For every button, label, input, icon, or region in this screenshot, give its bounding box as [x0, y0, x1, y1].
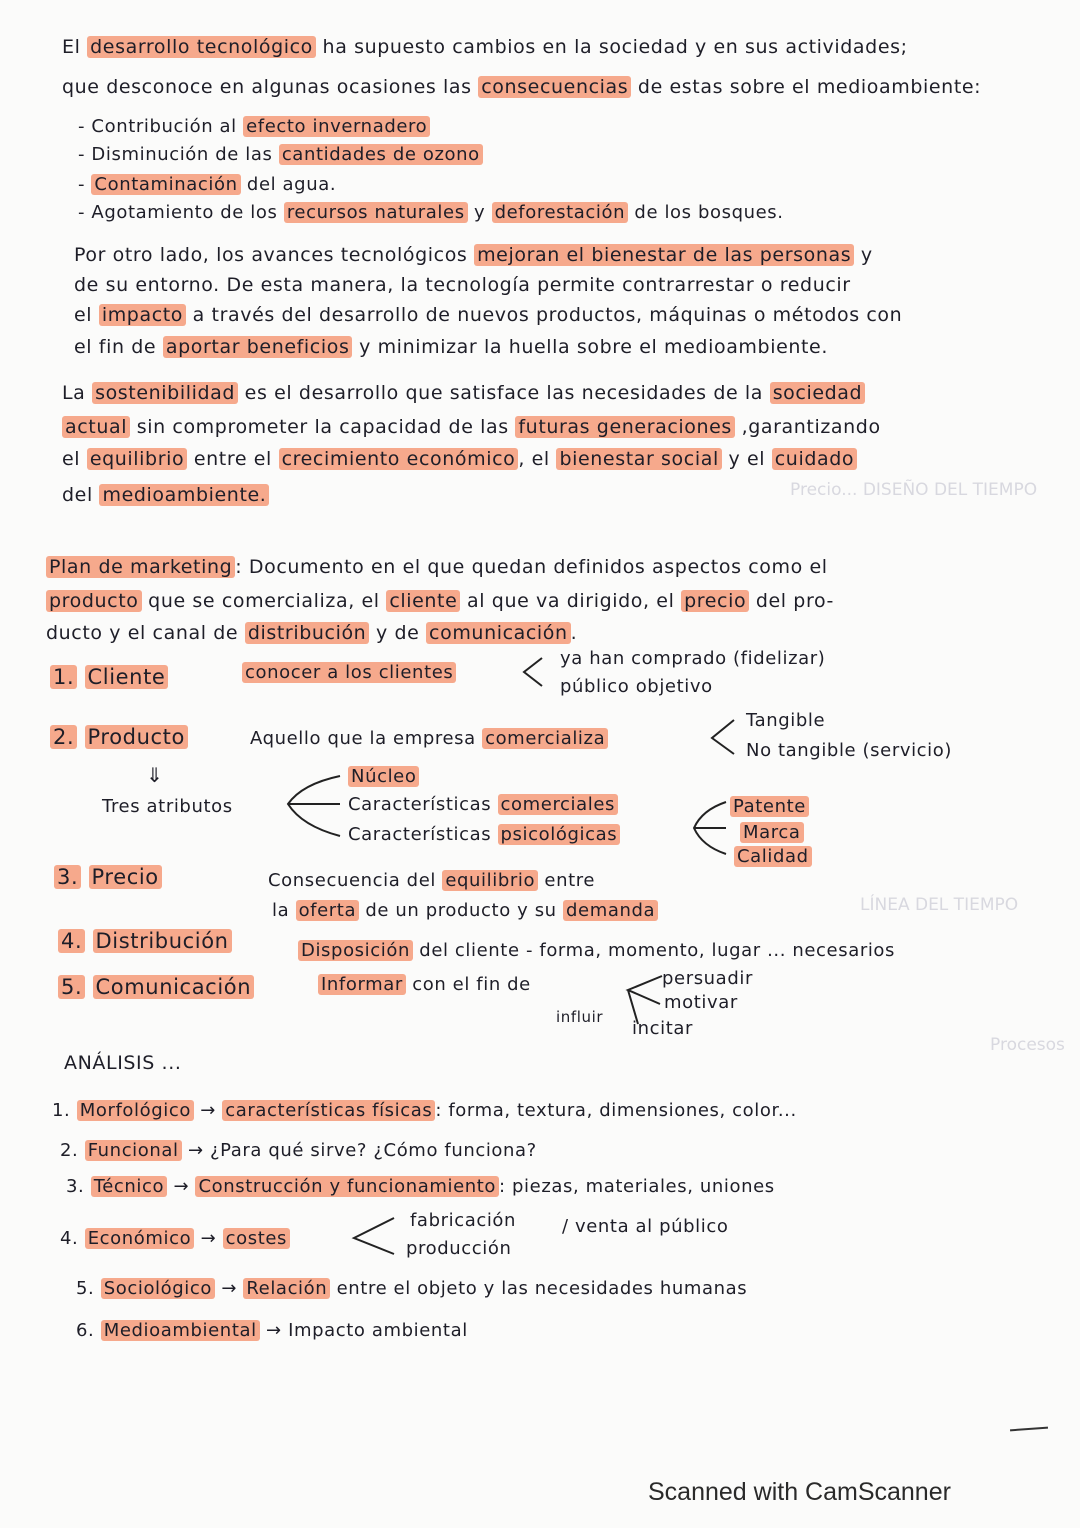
cliente-branch: ya han comprado (fidelizar)	[560, 648, 826, 669]
bleed-through-text: Procesos	[990, 1035, 1065, 1055]
analisis-item: 1. Morfológico → características físicas : forma, textura, dimensiones, color...	[52, 1100, 797, 1121]
atributo-item: Características comerciales	[348, 792, 618, 818]
consequence-item: - Contaminación del agua.	[78, 174, 337, 195]
economico-tail: / venta al público	[562, 1216, 729, 1237]
comunicacion-heading: 5. Comunicación	[58, 974, 254, 1000]
influir-label: influir	[556, 1008, 604, 1026]
psicologicas-bracket	[688, 796, 732, 860]
right-arrow-icon: →	[200, 1228, 217, 1249]
producto-desc: Aquello que la empresa comercializa	[250, 726, 608, 752]
consequence-item: - Contribución al efecto invernadero	[78, 114, 430, 140]
comunicacion-desc: Informar con el fin de	[318, 972, 531, 998]
sustainability-line-3: el equilibrio entre el crecimiento económico , el bienestar social y el cuidado	[62, 446, 857, 472]
producto-branch-bracket	[704, 714, 740, 760]
bleed-through-text: LÍNEA DEL TIEMPO	[860, 895, 1019, 915]
marketing-def-line-3: ducto y el canal de distribución y de comunicación .	[46, 622, 578, 644]
psicologica-item: Calidad	[734, 844, 812, 870]
comunicacion-branch: motivar	[664, 992, 738, 1013]
producto-heading: 2. Producto	[50, 724, 188, 750]
producto-branch: Tangible	[746, 710, 826, 731]
psicologica-item: Patente	[730, 794, 809, 820]
cliente-branch-bracket	[518, 652, 548, 694]
analisis-item: 2. Funcional → ¿Para qué sirve? ¿Cómo funciona?	[60, 1140, 537, 1161]
scanner-watermark: Scanned with CamScanner	[648, 1478, 951, 1506]
sustainability-line-2: actual sin comprometer la capacidad de las futuras generaciones ,garantizando	[62, 414, 881, 440]
atributo-item: Núcleo	[348, 764, 419, 790]
economico-branch: producción	[406, 1238, 512, 1259]
intro-line-2: que desconoce en algunas ocasiones las consecuencias de estas sobre el medioambiente:	[62, 76, 982, 98]
right-arrow-icon: →	[173, 1176, 190, 1197]
cliente-heading: 1. Cliente	[50, 664, 168, 690]
cliente-desc: conocer a los clientes	[242, 660, 456, 686]
analisis-item: 5. Sociológico → Relación entre el objeto y las necesidades humanas	[76, 1278, 748, 1299]
distribucion-heading: 4. Distribución	[58, 928, 232, 954]
economico-bracket	[344, 1212, 400, 1260]
economico-branch: fabricación	[410, 1210, 517, 1231]
comunicacion-branch: persuadir	[662, 968, 753, 989]
right-arrow-icon: →	[187, 1140, 204, 1161]
analisis-title: ANÁLISIS ...	[64, 1052, 182, 1074]
comunicacion-branch: incitar	[632, 1018, 693, 1039]
benefits-line-4: el fin de aportar beneficios y minimizar la huella sobre el medioambiente.	[74, 336, 828, 358]
precio-heading: 3. Precio	[54, 864, 162, 890]
psicologica-item: Marca	[740, 820, 804, 846]
tres-atributos-label: Tres atributos	[102, 796, 233, 817]
benefits-line-1: Por otro lado, los avances tecnológicos mejoran el bienestar de las personas y	[74, 244, 873, 266]
precio-desc: Consecuencia del equilibrio entre	[268, 870, 596, 891]
cliente-branch: público objetivo	[560, 676, 713, 697]
benefits-line-2: de su entorno. De esta manera, la tecnología permite contrarrestar o reducir	[74, 274, 851, 296]
atributo-item: Características psicológicas	[348, 822, 620, 848]
marketing-def-line-2: producto que se comercializa, el cliente al que va dirigido, el precio del pro-	[46, 588, 834, 614]
right-arrow-icon: →	[266, 1320, 282, 1341]
down-arrow-icon: ⇓	[146, 763, 164, 787]
producto-branch: No tangible (servicio)	[746, 740, 953, 761]
analisis-item: 6. Medioambiental → Impacto ambiental	[76, 1320, 468, 1341]
page-edge-mark	[1010, 1427, 1048, 1432]
sustainability-line-4: del medioambiente.	[62, 482, 269, 508]
precio-desc: la oferta de un producto y su demanda	[272, 898, 658, 924]
marketing-def-line-1: Plan de marketing : Documento en el que quedan definidos aspectos como el	[46, 554, 828, 580]
consequence-item: - Agotamiento de los recursos naturales y deforestación de los bosques.	[78, 202, 784, 223]
intro-line-1: El desarrollo tecnológico ha supuesto cambios en la sociedad y en sus actividades;	[62, 36, 908, 58]
bleed-through-text: Precio... DISEÑO DEL TIEMPO	[790, 480, 1038, 500]
distribucion-desc: Disposición del cliente - forma, momento, lugar ... necesarios	[298, 938, 895, 964]
consequence-item: - Disminución de las cantidades de ozono	[78, 142, 483, 168]
right-arrow-icon: →	[200, 1100, 216, 1121]
benefits-line-3: el impacto a través del desarrollo de nuevos productos, máquinas o métodos con	[74, 304, 903, 326]
sustainability-line-1: La sostenibilidad es el desarrollo que satisface las necesidades de la sociedad	[62, 380, 865, 406]
atributos-bracket	[282, 770, 344, 842]
right-arrow-icon: →	[221, 1278, 238, 1299]
analisis-item: 3. Técnico → Construcción y funcionamiento : piezas, materiales, uniones	[66, 1176, 775, 1197]
analisis-item-economico: 4. Económico → costes	[60, 1226, 290, 1252]
